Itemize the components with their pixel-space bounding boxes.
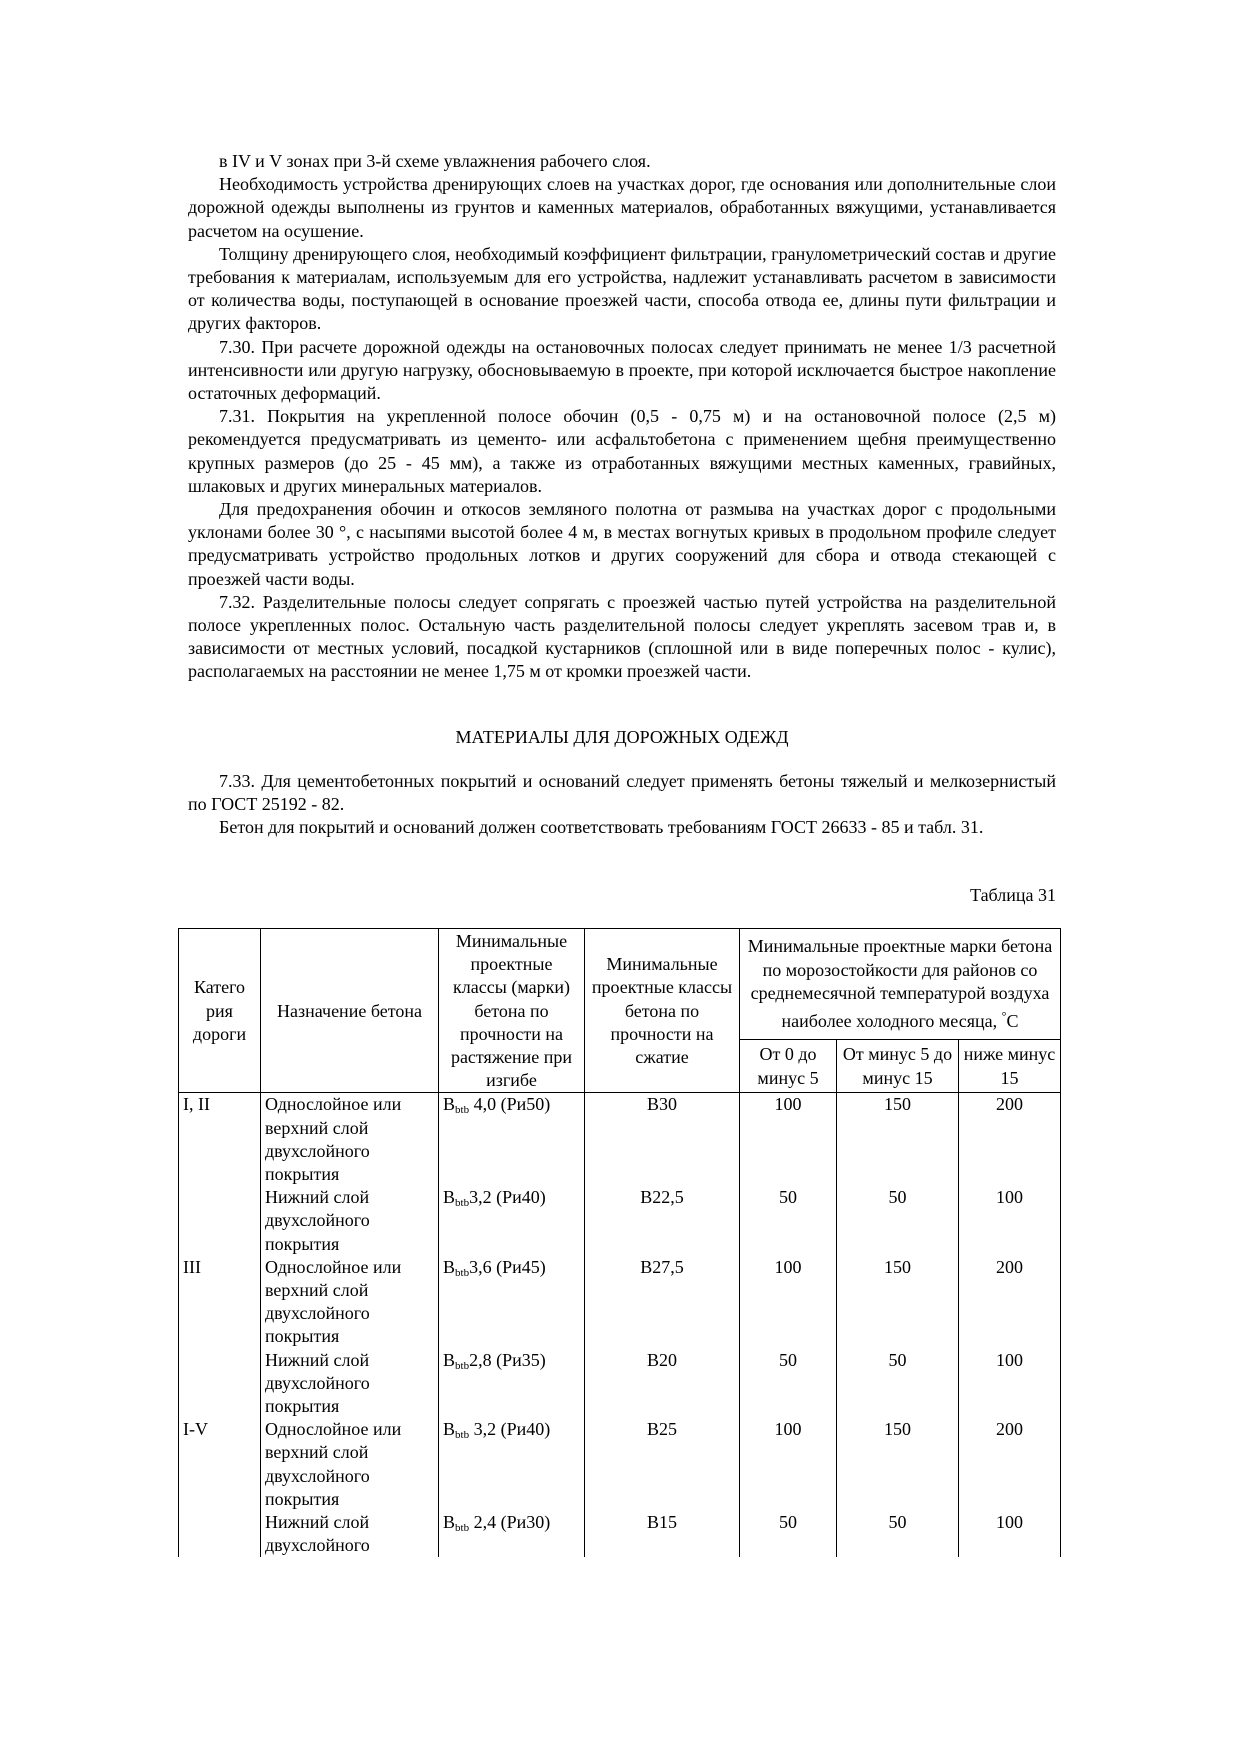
btb-index: btb (455, 1104, 470, 1117)
degree-sign: ° (1001, 1009, 1007, 1024)
body-text-bottom (188, 770, 1056, 840)
header-category: Катего рия дороги (179, 929, 261, 1093)
cell-category: I, II (179, 1093, 261, 1186)
btb-symbol: B (443, 1349, 456, 1370)
cell-category (179, 1511, 261, 1557)
table-row (179, 1418, 1061, 1511)
cell-frost-1: 100 (740, 1093, 837, 1186)
body-text-top (188, 150, 1056, 684)
header-purpose: Назначение бетона (261, 929, 439, 1093)
cell-tensile-class (439, 1349, 585, 1419)
cell-tensile-class (439, 1186, 585, 1256)
paragraph: Необходимость устройства дренирующих слоев на участках дорог, где основания или дополнительные слои дорожной одежды выполнены из грунтов и каменных материалов, обработанных вяжущими, устанавливается расчетом на осушение. (188, 174, 1056, 241)
cell-frost-3: 200 (959, 1418, 1061, 1511)
cell-frost-1: 100 (740, 1256, 837, 1349)
cell-category (179, 1186, 261, 1256)
cell-compression-class: B30 (585, 1093, 740, 1186)
header-frost-sub-2: От минус 5 до минус 15 (837, 1039, 959, 1093)
btb-symbol: B (443, 1419, 456, 1440)
cell-purpose: Однослойное или верхний слой двухслойного покрытия (261, 1418, 439, 1511)
cell-frost-3: 200 (959, 1256, 1061, 1349)
tensile-value: 2,8 (Ри35) (469, 1349, 546, 1370)
cell-frost-2: 150 (837, 1418, 959, 1511)
paragraph: Толщину дренирующего слоя, необходимый коэффициент фильтрации, гранулометрический состав и другие требования к материалам, используемым для его устройства, надлежит устанавливать расчетом в зависимости от количества воды, поступающей в основание проезжей части, способа отвода ее, длины пути фильтрации и других факторов. (188, 243, 1056, 334)
tensile-value: 2,4 (Ри30) (469, 1512, 551, 1533)
header-frost-sub-3: ниже минус 15 (959, 1039, 1061, 1093)
section-heading: МАТЕРИАЛЫ ДЛЯ ДОРОЖНЫХ ОДЕЖД (455, 727, 789, 747)
cell-compression-class: B15 (585, 1511, 740, 1557)
paragraph: 7.31. Покрытия на укрепленной полосе обочин (0,5 - 0,75 м) и на остановочной полосе (2,5 м) рекомендуется предусматривать из цементо- или асфальтобетона с применением щебня преимущественно крупных размеров (до 25 - 45 мм), а также из отработанных вяжущими местных каменных, гравийных, шлаковых и других минеральных материалов. (188, 406, 1056, 496)
table-caption: Таблица 31 (970, 885, 1056, 905)
tensile-value: 3,2 (Ри40) (469, 1419, 551, 1440)
cell-purpose: Нижний слой двухслойного (261, 1511, 439, 1557)
cell-frost-3: 100 (959, 1349, 1061, 1419)
cell-frost-3: 200 (959, 1093, 1061, 1186)
cell-frost-1: 50 (740, 1349, 837, 1419)
cell-frost-1: 100 (740, 1418, 837, 1511)
table-row (179, 1511, 1061, 1557)
cell-tensile-class (439, 1511, 585, 1557)
cell-frost-2: 50 (837, 1511, 959, 1557)
cell-category: III (179, 1256, 261, 1349)
paragraph: в IV и V зонах при 3-й схеме увлажнения рабочего слоя. (219, 151, 651, 171)
cell-tensile-class (439, 1418, 585, 1511)
cell-compression-class: B25 (585, 1418, 740, 1511)
cell-frost-2: 50 (837, 1186, 959, 1256)
paragraph: 7.30. При расчете дорожной одежды на остановочных полосах следует принимать не менее 1/3 расчетной интенсивности или другую нагрузку, обосновываемую в проекте, при которой исключается быстрое накопление остаточных деформаций. (188, 336, 1056, 404)
paragraph: 7.32. Разделительные полосы следует сопрягать с проезжей частью путей устройства на разделительной полосе укрепленных полос. Остальную часть разделительной полосы следует укреплять засевом трав и, в зависимости от местных условий, посадкой кустарников (сплошной или в виде поперечных полос - кулис), располагаемых на расстоянии не менее 1,75 м от кромки проезжей части. (188, 591, 1056, 682)
cell-frost-2: 150 (837, 1093, 959, 1186)
btb-index: btb (455, 1359, 470, 1372)
table-row (179, 1186, 1061, 1256)
btb-index: btb (455, 1197, 470, 1210)
cell-compression-class: B22,5 (585, 1186, 740, 1256)
cell-purpose: Однослойное или верхний слой двухслойного покрытия (261, 1256, 439, 1349)
cell-compression-class: B20 (585, 1349, 740, 1419)
cell-frost-3: 100 (959, 1511, 1061, 1557)
cell-frost-2: 50 (837, 1349, 959, 1419)
cell-purpose: Нижний слой двухслойного покрытия (261, 1186, 439, 1256)
cell-purpose: Однослойное или верхний слой двухслойного покрытия (261, 1093, 439, 1186)
btb-symbol: B (443, 1512, 456, 1533)
cell-frost-3: 100 (959, 1186, 1061, 1256)
cell-frost-2: 150 (837, 1256, 959, 1349)
table-header-row (179, 929, 1061, 1040)
header-frost-sub-1: От 0 до минус 5 (740, 1039, 837, 1093)
btb-symbol: B (443, 1094, 456, 1115)
table-row (179, 1349, 1061, 1419)
btb-symbol: B (443, 1187, 456, 1208)
table-row (179, 1093, 1061, 1186)
cell-compression-class: B27,5 (585, 1256, 740, 1349)
btb-index: btb (455, 1522, 470, 1535)
header-tensile-class: Минимальные проектные классы (марки) бетона по прочности на растяжение при изгибе (439, 929, 585, 1093)
paragraph: Бетон для покрытий и оснований должен соответствовать требованиям ГОСТ 26633 - 85 и табл. 31. (219, 817, 984, 838)
tensile-value: 3,6 (Ри45) (469, 1256, 546, 1277)
cell-tensile-class (439, 1256, 585, 1349)
btb-index: btb (455, 1429, 470, 1442)
table-body (179, 1093, 1061, 1558)
tensile-value: 4,0 (Ри50) (469, 1094, 551, 1115)
cell-category (179, 1349, 261, 1419)
header-frost-unit: С (1006, 1011, 1019, 1032)
table-row (179, 1256, 1061, 1349)
concrete-requirements-table (178, 928, 1061, 1557)
header-compression-class: Минимальные проектные классы бетона по прочности на сжатие (585, 929, 740, 1093)
tensile-value: 3,2 (Ри40) (469, 1187, 546, 1208)
cell-frost-1: 50 (740, 1511, 837, 1557)
btb-index: btb (455, 1266, 470, 1279)
cell-frost-1: 50 (740, 1186, 837, 1256)
btb-symbol: B (443, 1256, 456, 1277)
header-frost-group (740, 929, 1061, 1040)
cell-category: I-V (179, 1418, 261, 1511)
header-frost-group-text: Минимальные проектные марки бетона по морозостойкости для районов со среднемесячной температурой воздуха наиболее холодного месяца, (747, 936, 1053, 1032)
paragraph: Для предохранения обочин и откосов земляного полотна от размыва на участках дорог с продольными уклонами более 30 °, с насыпями высотой более 4 м, в местах вогнутых кривых в продольном профиле следует предусматривать устройство продольных лотков и других сооружений для сбора и отвода стекающей с проезжей части воды. (188, 499, 1056, 589)
paragraph: 7.33. Для цементобетонных покрытий и оснований следует применять бетоны тяжелый и мелкозернистый по ГОСТ 25192 - 82. (188, 771, 1056, 815)
cell-purpose: Нижний слой двухслойного покрытия (261, 1349, 439, 1419)
cell-tensile-class (439, 1093, 585, 1186)
